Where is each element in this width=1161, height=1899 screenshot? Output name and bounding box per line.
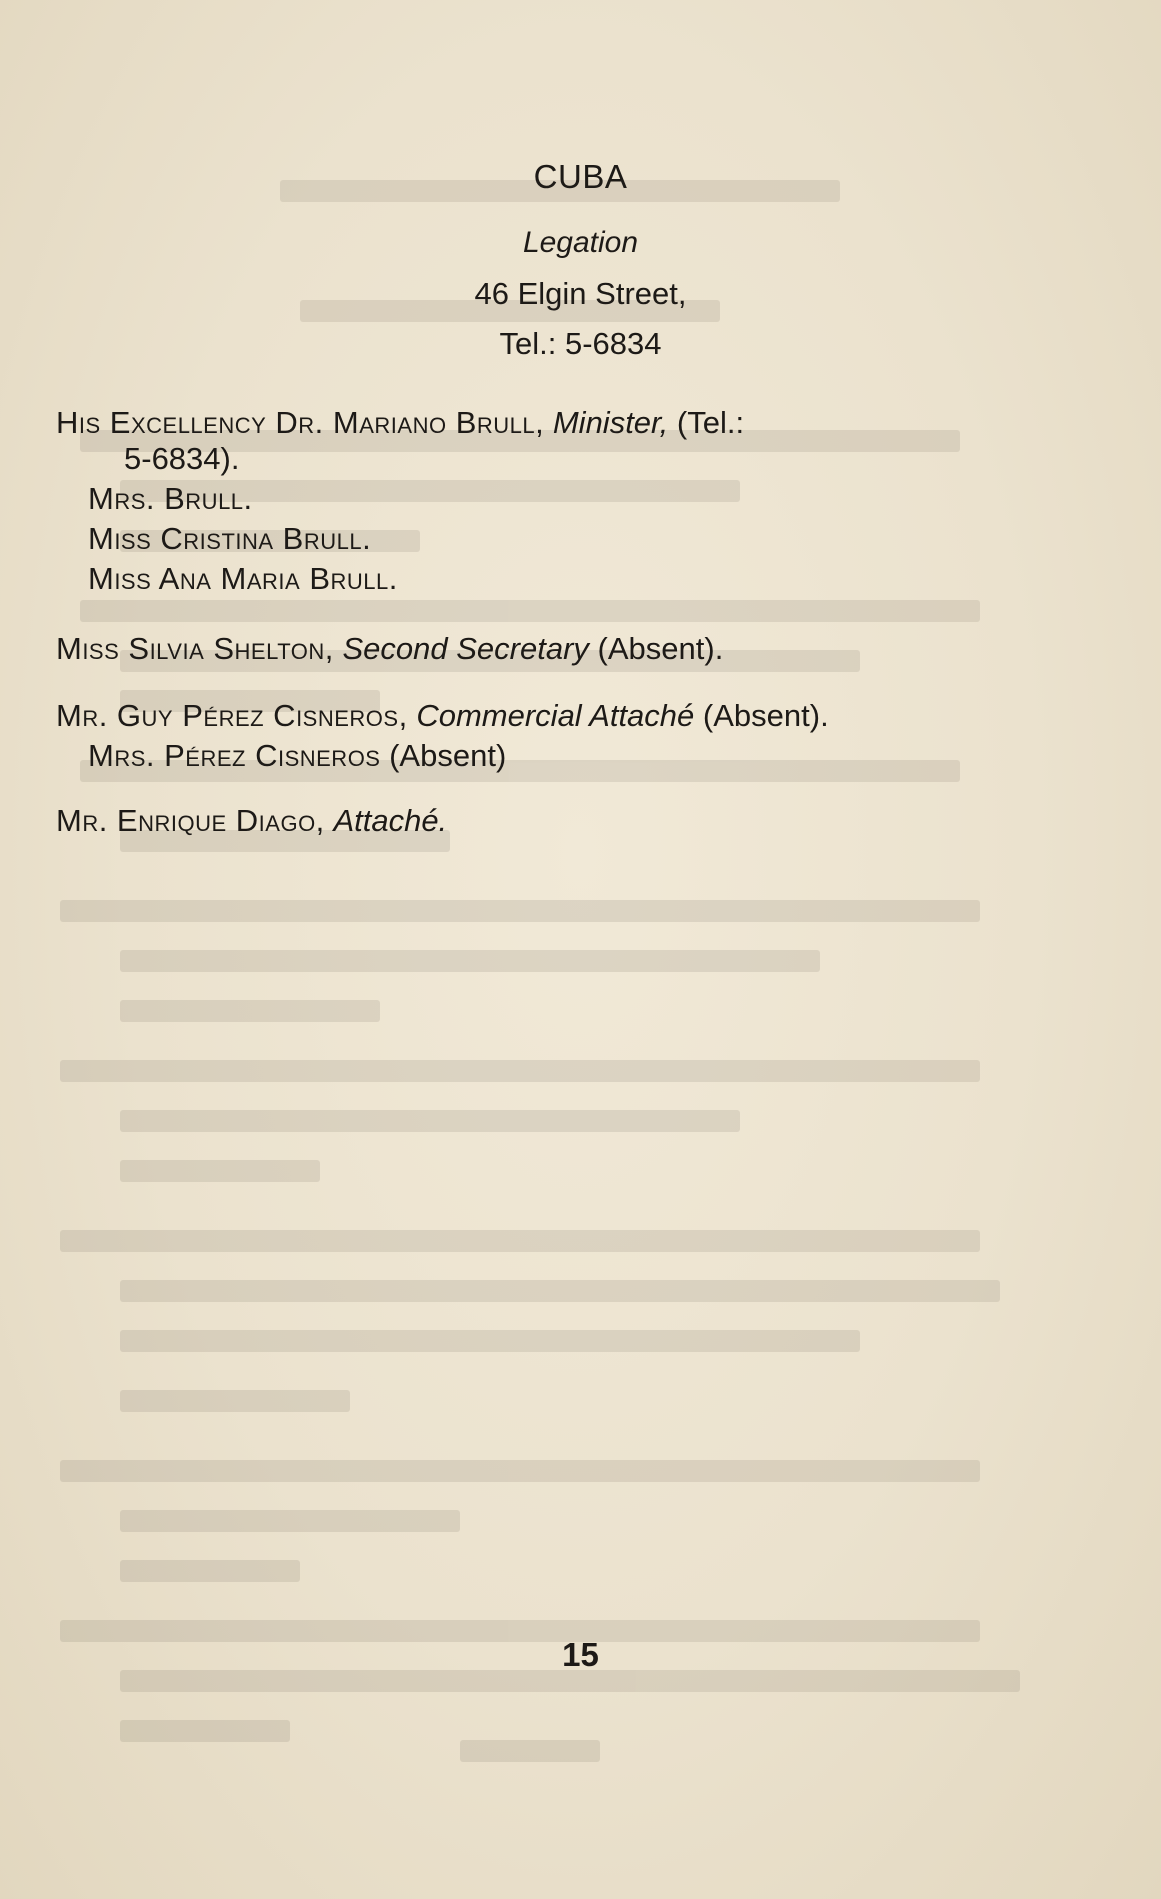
entry-name: Miss Silvia Shelton, xyxy=(56,631,334,666)
entry-detail: (Absent) xyxy=(389,738,507,773)
entry-attache xyxy=(56,802,447,840)
entry-name: Mr. Guy Pérez Cisneros, xyxy=(56,698,408,733)
entry-commercial-attache xyxy=(56,697,829,735)
entry-detail: (Absent). xyxy=(702,698,829,733)
entry-name: His Excellency Dr. Mariano Brull, xyxy=(56,405,545,440)
entry-name: Miss Cristina Brull. xyxy=(88,521,372,556)
entry-title: Commercial Attaché xyxy=(416,698,695,733)
entry-title: Minister, xyxy=(552,405,669,440)
legation-telephone: Tel.: 5-6834 xyxy=(499,326,662,361)
entry-name: Mrs. Brull. xyxy=(88,481,253,516)
legation-address: 46 Elgin Street, xyxy=(474,276,687,311)
entry-title: Second Secretary xyxy=(342,631,589,666)
entry-name: Mr. Enrique Diago, xyxy=(56,803,325,838)
entry-spouse xyxy=(88,737,506,775)
entry-name: Mrs. Pérez Cisneros xyxy=(88,738,381,773)
entry-title: Attaché. xyxy=(333,803,448,838)
page-number: 15 xyxy=(562,1636,599,1673)
country-heading: CUBA xyxy=(533,158,628,195)
entry-detail: (Tel.: xyxy=(676,405,745,440)
entry-minister-continuation: 5-6834). xyxy=(124,441,240,476)
bleed-through-text xyxy=(60,140,1060,1780)
entry-detail: (Absent). xyxy=(597,631,724,666)
entry-second-secretary xyxy=(56,630,723,668)
legation-label: Legation xyxy=(522,226,639,259)
entry-name: Miss Ana Maria Brull. xyxy=(88,561,398,596)
entry-minister xyxy=(56,404,744,442)
